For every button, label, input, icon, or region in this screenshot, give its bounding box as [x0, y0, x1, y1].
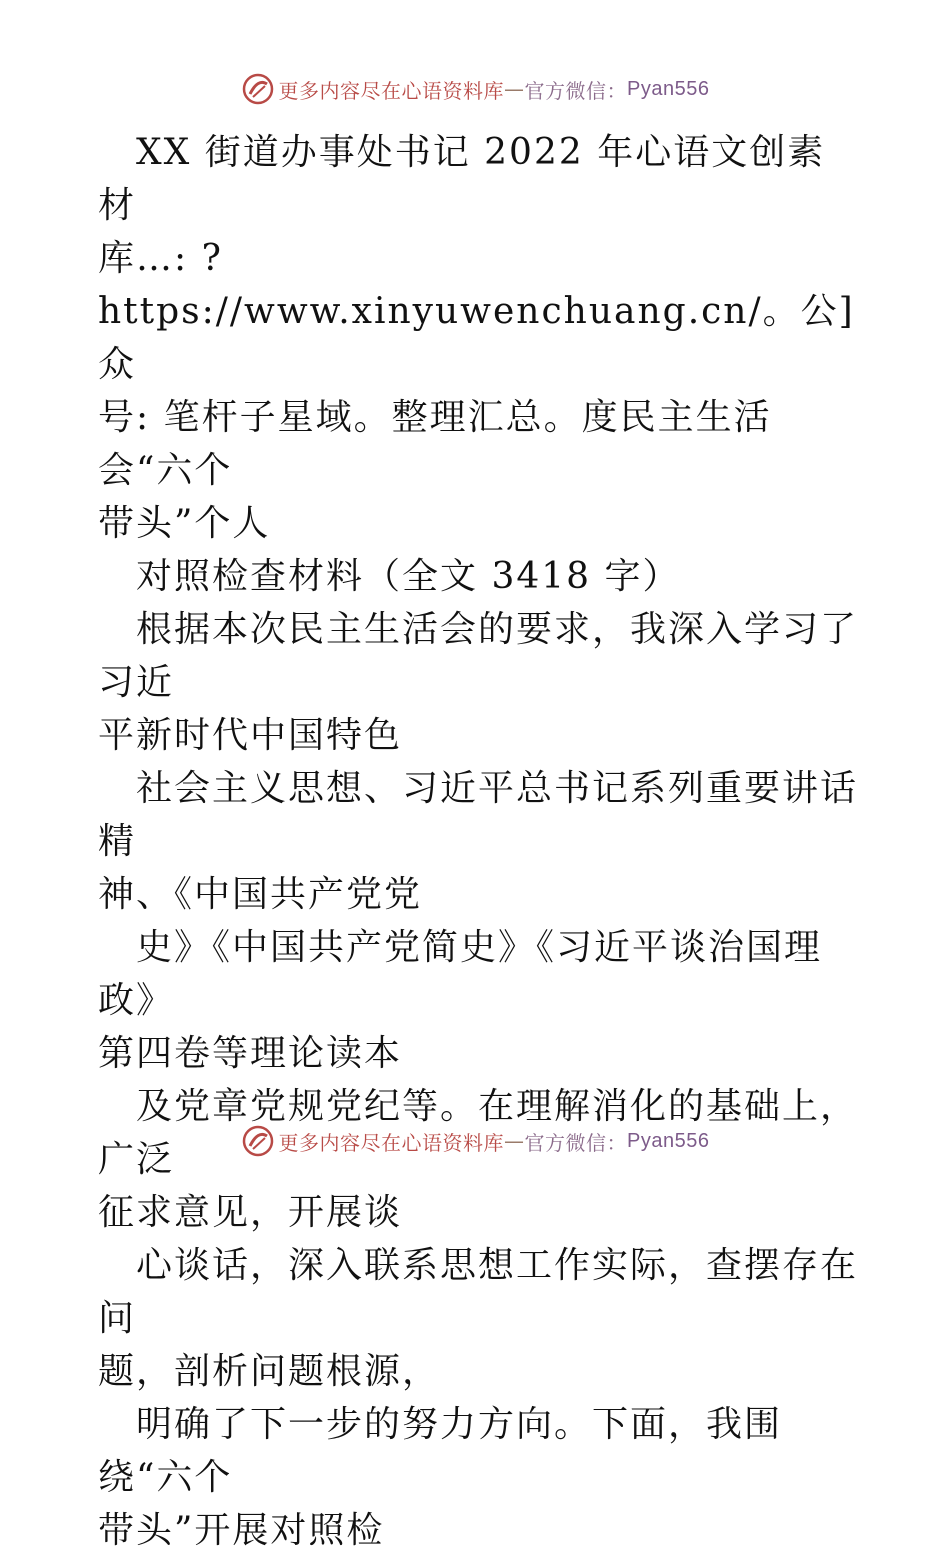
doc-line: 明确了下一步的努力方向。下面，我围绕“六个 [98, 1404, 783, 1498]
doc-line: 征求意见，开展谈 [98, 1192, 403, 1233]
doc-line: 库…: ?https://www.xinyuwenchuang.cn/。公]众 [98, 238, 855, 385]
doc-line: 心谈话，深入联系思想工作实际，查摆存在问 [98, 1245, 859, 1339]
banner-brand-text: 更多内容尽在心语资料库 [278, 78, 505, 103]
doc-line: 对照检查材料（全文 3418 字） [136, 556, 681, 597]
doc-line: 平新时代中国特色 [98, 715, 403, 756]
doc-line: 及党章党规党纪等。在理解消化的基础上，广泛 [98, 1086, 859, 1180]
doc-line: 根据本次民主生活会的要求，我深入学习了习近 [98, 609, 859, 703]
doc-line: 第四卷等理论读本 [98, 1033, 403, 1074]
doc-line: 带头”个人 [98, 503, 271, 544]
doc-line: 带头”开展对照检 [98, 1510, 385, 1551]
header-banner [0, 72, 950, 106]
banner-brand-text: 更多内容尽在心语资料库 [278, 1130, 505, 1155]
doc-line: 号: 笔杆子星域。整理汇总。度民主生活会“六个 [98, 397, 772, 491]
doc-line: 题，剖析问题根源， [98, 1351, 441, 1392]
brand-logo-icon [241, 1124, 275, 1158]
footer-banner [0, 1124, 950, 1158]
doc-line: 史》《中国共产党简史》《习近平谈治国理政》 [98, 927, 823, 1021]
doc-line: XX 街道办事处书记 2022 年心语文创素材 [98, 132, 826, 226]
banner-separator: — [504, 1129, 525, 1153]
doc-line: 社会主义思想、习近平总书记系列重要讲话精 [98, 768, 859, 862]
banner-wechat-label: 官方微信： [524, 78, 628, 103]
brand-logo-icon [241, 72, 275, 106]
banner-account: Pyan556 [627, 1129, 710, 1152]
banner-separator: — [504, 77, 525, 101]
banner-wechat-label: 官方微信： [524, 1130, 628, 1155]
document-body [98, 126, 858, 1557]
doc-line: 神、《中国共产党党 [98, 874, 423, 915]
banner-account: Pyan556 [627, 77, 710, 100]
